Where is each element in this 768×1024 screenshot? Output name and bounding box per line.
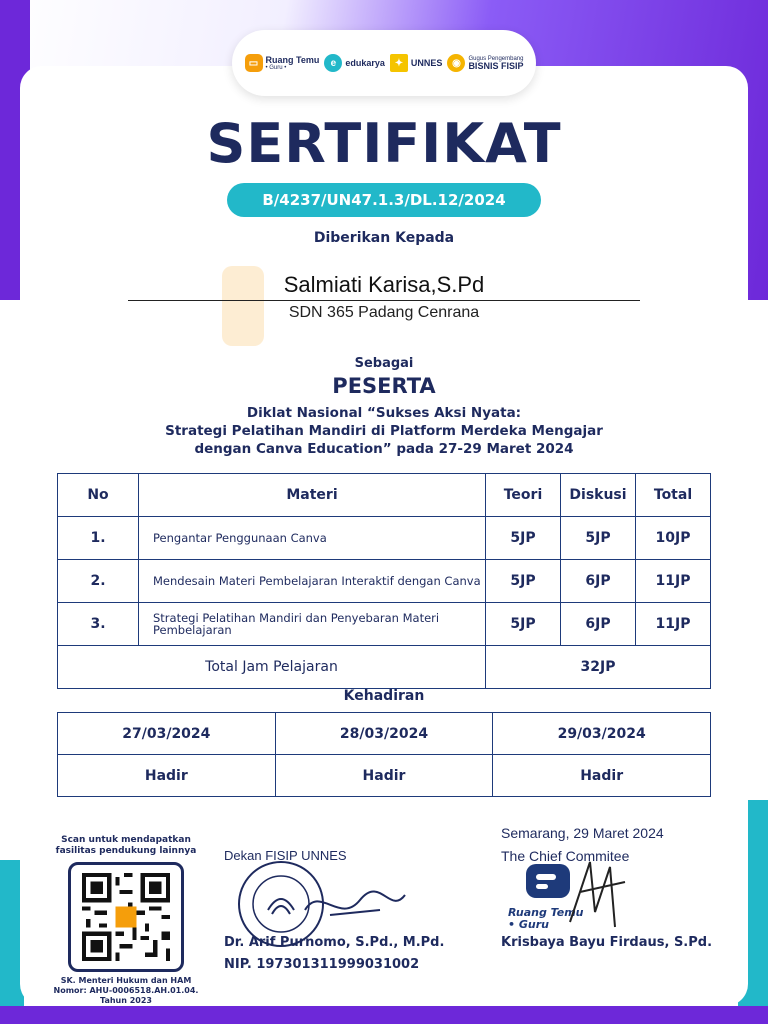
certificate-number: B/4237/UN47.1.3/DL.12/2024 <box>227 183 541 217</box>
ruang-temu-logo-line1: Ruang Temu <box>265 54 320 65</box>
row-materi: Pengantar Penggunaan Canva <box>139 517 486 560</box>
fisip-logo-line2: BISNIS FISIP <box>468 60 524 71</box>
row-total: 11JP <box>636 603 711 646</box>
left-signer-nip: NIP. 197301311999031002 <box>224 957 420 972</box>
ruang-temu-logo-line2: • Guru • <box>265 64 287 71</box>
row-no: 3. <box>58 603 139 646</box>
legal-notice <box>40 976 212 1006</box>
given-to-label: Diberikan Kepada <box>313 230 455 246</box>
recipient-school: SDN 365 Padang Cenrana <box>288 304 480 321</box>
header-materi: Materi <box>139 474 486 517</box>
left-signer-name: Dr. Arif Purnomo, S.Pd., M.Pd. <box>224 935 445 950</box>
as-label: Sebagai <box>354 356 414 371</box>
description-line-2: Strategi Pelatihan Mandiri di Platform Merdeka Mengajar <box>165 423 603 439</box>
header-diskusi: Diskusi <box>561 474 636 517</box>
right-signature-icon <box>560 852 630 932</box>
unnes-logo <box>390 54 443 72</box>
left-signature-icon <box>300 880 410 930</box>
description-line-3: dengan Canva Education” pada 27-29 Maret 2024 <box>194 441 574 457</box>
right-signer-name: Krisbaya Bayu Firdaus, S.Pd. <box>501 935 713 950</box>
background-purple-bottom <box>0 1006 768 1024</box>
row-total: 11JP <box>636 560 711 603</box>
row-teori: 5JP <box>486 560 561 603</box>
qr-code-frame[interactable] <box>68 862 184 972</box>
attendance-table <box>57 712 711 797</box>
total-label: Total Jam Pelajaran <box>58 646 486 689</box>
fisip-logo-line1: Gugus Pengembang <box>468 55 524 62</box>
attendance-date: 29/03/2024 <box>493 713 711 755</box>
table-row <box>58 560 711 603</box>
row-no: 2. <box>58 560 139 603</box>
row-teori: 5JP <box>486 517 561 560</box>
attendance-date: 28/03/2024 <box>275 713 493 755</box>
right-signer-title: The Chief Commitee <box>501 848 630 864</box>
legal-line-1: SK. Menteri Hukum dan HAM <box>60 976 192 985</box>
fisip-logo <box>447 54 523 72</box>
fisip-icon: ◉ <box>447 54 465 72</box>
role-title: PESERTA <box>332 374 436 398</box>
edukarya-icon: e <box>324 54 342 72</box>
table-total-row <box>58 646 711 689</box>
qr-code-icon[interactable] <box>82 873 170 961</box>
row-materi: Strategi Pelatihan Mandiri dan Penyebaran Materi Pembelajaran <box>139 603 486 646</box>
header-total: Total <box>636 474 711 517</box>
header-no: No <box>58 474 139 517</box>
row-no: 1. <box>58 517 139 560</box>
row-diskusi: 6JP <box>561 603 636 646</box>
certificate-title: SERTIFIKAT <box>206 112 562 175</box>
recipient-name: Salmiati Karisa,S.Pd <box>283 272 485 297</box>
name-underline <box>128 300 640 301</box>
total-value: 32JP <box>486 646 711 689</box>
ruang-temu-logo <box>245 54 320 72</box>
left-signer-title: Dekan FISIP UNNES <box>224 848 347 863</box>
header-teori: Teori <box>486 474 561 517</box>
attendance-status: Hadir <box>275 755 493 797</box>
row-materi: Mendesain Materi Pembelajaran Interaktif dengan Canva <box>139 560 486 603</box>
attendance-status: Hadir <box>493 755 711 797</box>
partner-logos <box>232 30 536 96</box>
row-diskusi: 5JP <box>561 517 636 560</box>
edukarya-logo-text: edukarya <box>345 57 385 68</box>
signing-place-date: Semarang, 29 Maret 2024 <box>501 825 664 841</box>
table-row <box>58 603 711 646</box>
attendance-title: Kehadiran <box>343 688 425 704</box>
row-total: 10JP <box>636 517 711 560</box>
edukarya-logo <box>324 54 385 72</box>
unnes-logo-text: UNNES <box>410 57 443 68</box>
unnes-icon: ✦ <box>390 54 408 72</box>
ruang-temu-icon: ▭ <box>245 54 263 72</box>
attendance-status-row <box>58 755 711 797</box>
attendance-date-row <box>58 713 711 755</box>
rtg-line-2: • Guru <box>508 918 549 931</box>
legal-line-3: Tahun 2023 <box>100 996 152 1005</box>
attendance-status: Hadir <box>58 755 276 797</box>
legal-line-2: Nomor: AHU-0006518.AH.01.04. <box>53 986 199 995</box>
description-line-1: Diklat Nasional “Sukses Aksi Nyata: <box>246 405 522 421</box>
table-header-row <box>58 474 711 517</box>
rtg-line-1: Ruang Temu <box>508 906 584 919</box>
training-description <box>0 404 768 458</box>
table-row <box>58 517 711 560</box>
attendance-date: 27/03/2024 <box>58 713 276 755</box>
materi-table <box>57 473 711 689</box>
qr-caption: Scan untuk mendapatkan fasilitas pendukung lainnya <box>55 835 197 856</box>
row-diskusi: 6JP <box>561 560 636 603</box>
row-teori: 5JP <box>486 603 561 646</box>
